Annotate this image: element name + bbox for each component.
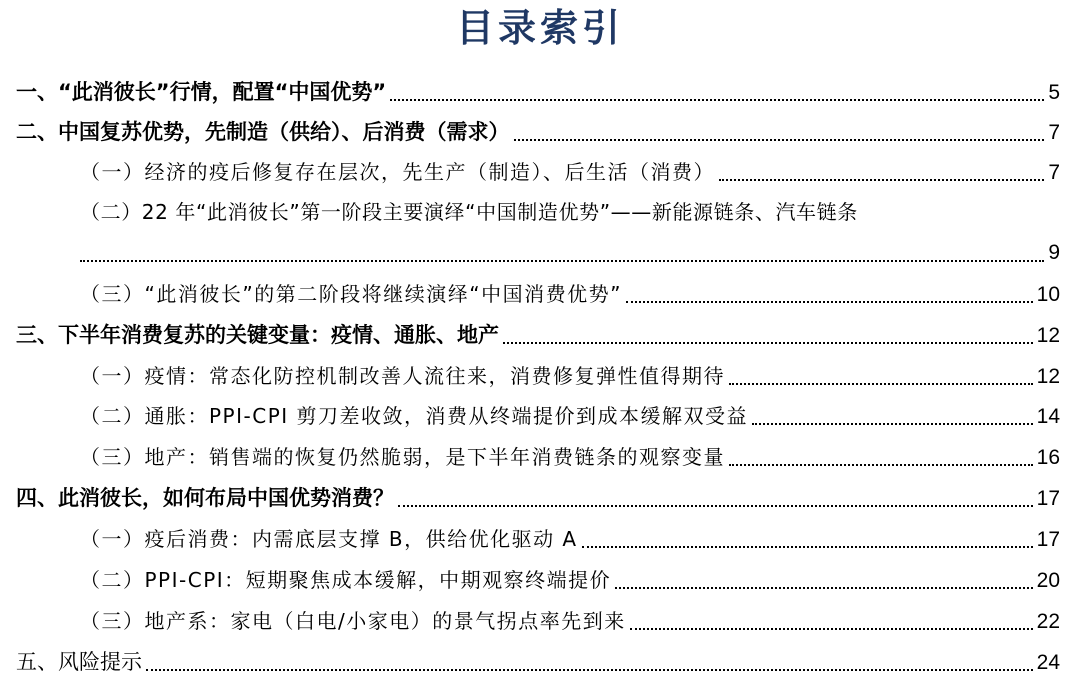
- toc-entry-text: 四、此消彼长，如何布局中国优势消费？: [16, 486, 394, 510]
- toc-page-number: 7: [1048, 161, 1060, 184]
- toc-entry-text: 一、“此消彼长”行情，配置“中国优势”: [16, 80, 387, 104]
- toc-page-number: 22: [1036, 610, 1060, 633]
- dot-leader: [719, 179, 1044, 181]
- dot-leader: [630, 628, 1033, 630]
- dot-leader: [582, 546, 1033, 548]
- toc-page-number: 14: [1036, 405, 1060, 428]
- dot-leader: [80, 260, 1044, 262]
- toc-page-number: 7: [1048, 121, 1060, 144]
- toc-entry-continuation: [80, 235, 1060, 271]
- toc-entry[interactable]: [80, 276, 1060, 312]
- dot-leader: [729, 464, 1033, 466]
- dot-leader: [503, 342, 1033, 344]
- toc-entry-text: 五、风险提示: [16, 650, 142, 674]
- dot-leader: [146, 669, 1033, 671]
- toc-entry-text: （一）经济的疫后修复存在层次，先生产（制造）、后生活（消费）: [80, 160, 715, 184]
- toc-entry[interactable]: [16, 644, 1060, 680]
- toc-entry[interactable]: [16, 114, 1060, 150]
- dot-leader: [729, 383, 1033, 385]
- toc-entry-text: （三）地产系：家电（白电/小家电）的景气拐点率先到来: [80, 609, 626, 633]
- toc-entry[interactable]: [16, 74, 1060, 110]
- toc-page-number: 12: [1036, 324, 1060, 347]
- toc-page-number: 5: [1048, 81, 1060, 104]
- toc-entry-text: 三、下半年消费复苏的关键变量：疫情、通胀、地产: [16, 323, 499, 347]
- toc-entry[interactable]: [80, 439, 1060, 475]
- toc-entry[interactable]: [16, 480, 1060, 516]
- toc-entry[interactable]: [80, 398, 1060, 434]
- dot-leader: [626, 301, 1033, 303]
- toc-page-number: 12: [1036, 365, 1060, 388]
- dot-leader: [752, 423, 1033, 425]
- toc-page-number: 20: [1036, 569, 1060, 592]
- dot-leader: [514, 139, 1045, 141]
- toc-entry[interactable]: [80, 521, 1060, 557]
- toc-entry-text: （二）通胀：PPI-CPI 剪刀差收敛，消费从终端提价到成本缓解双受益: [80, 404, 749, 428]
- page-title: 目录索引: [455, 6, 624, 50]
- toc-page-number: 9: [1048, 241, 1060, 264]
- toc-page-number: 24: [1036, 651, 1060, 674]
- toc-entry[interactable]: [80, 358, 1060, 394]
- toc-entry-text: （三）地产：销售端的恢复仍然脆弱，是下半年消费链条的观察变量: [80, 445, 725, 469]
- toc-page-number: 17: [1036, 528, 1060, 551]
- toc-entry-text: （二）PPI-CPI：短期聚焦成本缓解，中期观察终端提价: [80, 568, 612, 592]
- toc-entry-text: （一）疫后消费：内需底层支撑 B，供给优化驱动 A: [80, 527, 578, 551]
- toc-page-number: 16: [1036, 446, 1060, 469]
- toc-entry-text: （三）“此消彼长”的第二阶段将继续演绎“中国消费优势”: [80, 282, 622, 306]
- toc-entry[interactable]: [80, 154, 1060, 190]
- dot-leader: [615, 587, 1032, 589]
- toc-page-number: 17: [1036, 487, 1060, 510]
- toc-entry[interactable]: [80, 194, 1060, 230]
- toc-entry-text: （二）22 年“此消彼长”第一阶段主要演绎“中国制造优势”——新能源链条、汽车链条: [80, 200, 858, 224]
- toc-entry[interactable]: [16, 317, 1060, 353]
- dot-leader: [390, 99, 1044, 101]
- toc-entry[interactable]: [80, 562, 1060, 598]
- toc-page-number: 10: [1036, 283, 1060, 306]
- dot-leader: [398, 505, 1033, 507]
- toc-entry[interactable]: [80, 603, 1060, 639]
- toc-entry-text: （一）疫情：常态化防控机制改善人流往来，消费修复弹性值得期待: [80, 364, 725, 388]
- toc-entry-text: 二、中国复苏优势，先制造（供给）、后消费（需求）: [16, 120, 510, 144]
